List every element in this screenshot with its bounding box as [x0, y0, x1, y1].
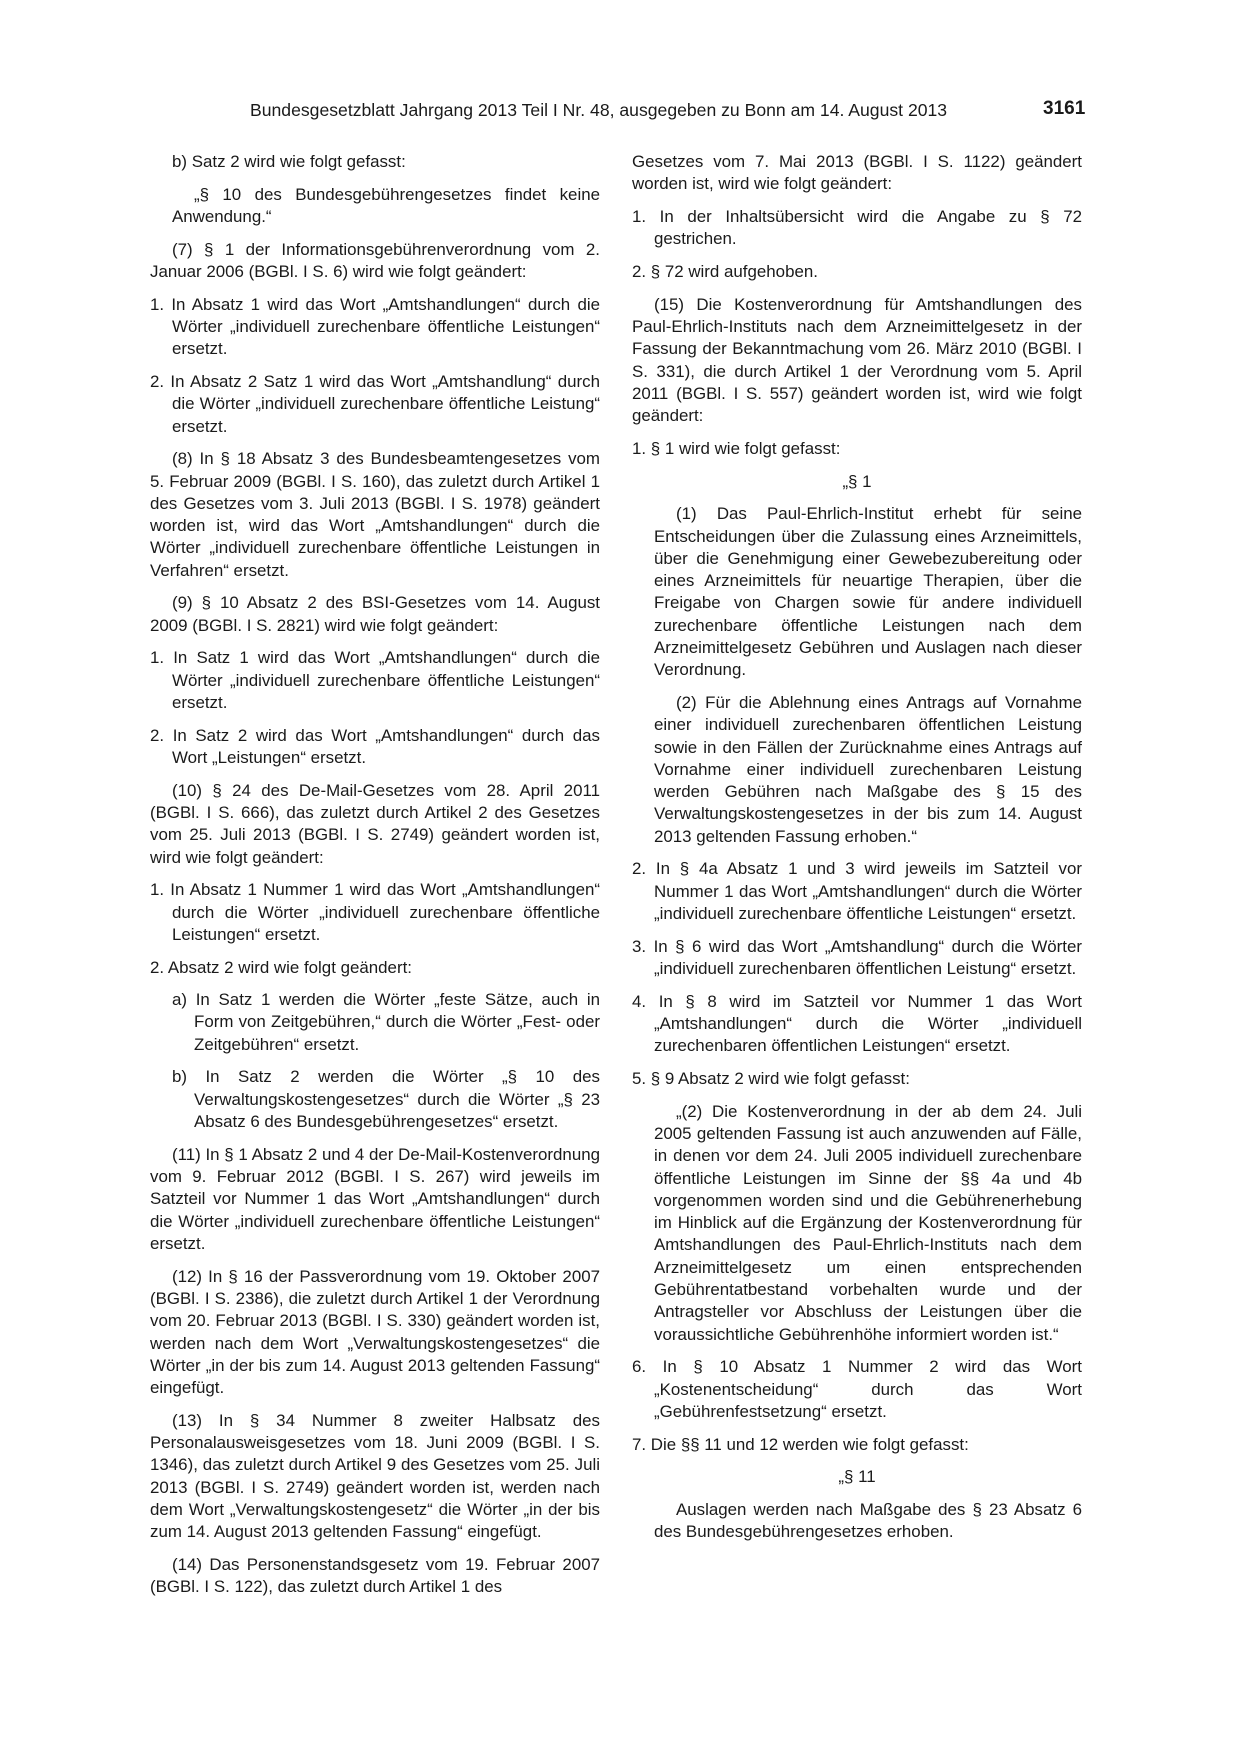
paragraph: (8) In § 18 Absatz 3 des Bundesbeamtengesetzes vom 5. Februar 2009 (BGBl. I S. 160), das zuletzt durch Artikel 1 des Gesetzes vom 3. Juli 2013 (BGBl. I S. 1978) geändert worden ist, wird das Wort „Amtshandlungen“ durch die Wörter „individuell zurechenbare öffentliche Leistungen in Verfahren“ ersetzt. [150, 449, 600, 580]
paragraph: 2. In § 4a Absatz 1 und 3 wird jeweils im Satzteil vor Nummer 1 das Wort „Amtshandlungen“ durch die Wörter „individuell zurechenbare öffentliche Leistungen“ ersetzt. [632, 859, 1082, 924]
paragraph: Auslagen werden nach Maßgabe des § 23 Absatz 6 des Bundesgebührengesetzes erhoben. [654, 1499, 1082, 1542]
running-title: Bundesgesetzblatt Jahrgang 2013 Teil I Nr. 48, ausgegeben zu Bonn am 14. August 2013 [250, 100, 948, 120]
paragraph: (11) In § 1 Absatz 2 und 4 der De-Mail-Kostenverordnung vom 9. Februar 2012 (BGBl. I S. 267) wird jeweils im Satzteil vor Nummer 1 das Wort „Amtshandlungen“ durch die Wörter „individuell zurechenbare öffentliche Leistungen“ ersetzt. [150, 1144, 600, 1253]
paragraph: 1. In Absatz 1 wird das Wort „Amtshandlungen“ durch die Wörter „individuell zurechenbare öffentliche Leistungen“ ersetzt. [150, 294, 600, 359]
paragraph: (1) Das Paul-Ehrlich-Institut erhebt für seine Entscheidungen über die Zulassung eines Arzneimittels, über die Genehmigung einer Gewebezubereitung oder eines Arzneimittels für neuartige Therapien, über die Freigabe von Chargen sowie für andere individuell zurechenbare öffentliche Leistungen nach dem Arzneimittelgesetz Gebühren und Auslagen nach dieser Verordnung. [654, 504, 1082, 680]
paragraph: (9) § 10 Absatz 2 des BSI-Gesetzes vom 14. August 2009 (BGBl. I S. 2821) wird wie folgt geändert: [150, 593, 600, 635]
paragraph: (14) Das Personenstandsgesetz vom 19. Februar 2007 (BGBl. I S. 122), das zuletzt durch Artikel 1 des [150, 1554, 600, 1597]
paragraph: (2) Für die Ablehnung eines Antrags auf Vornahme einer individuell zurechenbaren öffentlichen Leistung sowie in den Fällen der Zurücknahme eines Antrags auf Vornahme einer individuell zurechenbaren Leistung werden Gebühren nach Maßgabe des § 15 des Verwaltungskostengesetzes in der bis zum 14. August 2013 geltenden Fassung erhoben.“ [654, 692, 1082, 846]
paragraph: 2. In Absatz 2 Satz 1 wird das Wort „Amtshandlung“ durch die Wörter „individuell zurechenbare öffentliche Leistung“ ersetzt. [150, 371, 600, 436]
paragraph: b) Satz 2 wird wie folgt gefasst: [172, 152, 406, 171]
paragraph: b) In Satz 2 werden die Wörter „§ 10 des Verwaltungskostengesetzes“ durch die Wörter „§ 23 Absatz 6 des Bundesgebührengesetzes“ ersetzt. [172, 1067, 600, 1132]
paragraph: a) In Satz 1 werden die Wörter „feste Sätze, auch in Form von Zeitgebühren,“ durch die Wörter „Fest- oder Zeitgebühren“ ersetzt. [172, 990, 600, 1054]
section-heading: „§ 1 [842, 471, 872, 491]
paragraph: „(2) Die Kostenverordnung in der ab dem 24. Juli 2005 geltenden Fassung ist auch anzuwenden auf Fälle, in denen vor dem 24. Juli 2005 individuell zurechenbare öffentliche Leistungen im Sinne der §§ 4a und 4b vorgenommen worden sind und die Gebührenerhebung im Hinblick auf die Ergänzung der Kostenverordnung für Amtshandlungen des Paul-Ehrlich-Instituts nach dem Arzneimittelgesetz um einen entsprechenden Gebührentatbestand vorbehalten wurde und der Antragsteller vor Abschluss der Leistungen über die voraussichtliche Gebührenhöhe informiert worden ist.“ [654, 1101, 1082, 1344]
left-column [150, 151, 600, 1609]
paragraph: (7) § 1 der Informationsgebührenverordnung vom 2. Januar 2006 (BGBl. I S. 6) wird wie folgt geändert: [150, 239, 600, 281]
paragraph: 1. In Satz 1 wird das Wort „Amtshandlungen“ durch die Wörter „individuell zurechenbare öffentliche Leistungen“ ersetzt. [150, 648, 600, 712]
paragraph: (10) § 24 des De-Mail-Gesetzes vom 28. April 2011 (BGBl. I S. 666), das zuletzt durch Artikel 2 des Gesetzes vom 25. Juli 2013 (BGBl. I S. 2749) geändert worden ist, wird wie folgt geändert: [150, 780, 600, 867]
paragraph: Gesetzes vom 7. Mai 2013 (BGBl. I S. 1122) geändert worden ist, wird wie folgt geändert: [632, 152, 1082, 194]
paragraph: 2. In Satz 2 wird das Wort „Amtshandlungen“ durch das Wort „Leistungen“ ersetzt. [150, 725, 600, 767]
paragraph: 3. In § 6 wird das Wort „Amtshandlung“ durch die Wörter „individuell zurechenbaren öffentlichen Leistung“ ersetzt. [632, 936, 1082, 979]
paragraph: (13) In § 34 Nummer 8 zweiter Halbsatz des Personalausweisgesetzes vom 18. Juni 2009 (BGBl. I S. 1346), das zuletzt durch Artikel 9 des Gesetzes vom 25. Juli 2013 (BGBl. I S. 2749) geändert worden ist, werden nach dem Wort „Verwaltungskostengesetz“ die Wörter „in der bis zum 14. August 2013 geltenden Fassung“ eingefügt. [150, 1410, 600, 1542]
page-header [0, 100, 1241, 130]
paragraph: 5. § 9 Absatz 2 wird wie folgt gefasst: [632, 1068, 910, 1088]
paragraph: 6. In § 10 Absatz 1 Nummer 2 wird das Wort „Kostenentscheidung“ durch das Wort „Gebührenfestsetzung“ ersetzt. [632, 1357, 1082, 1421]
paragraph: 2. Absatz 2 wird wie folgt geändert: [150, 957, 412, 977]
paragraph: 1. In der Inhaltsübersicht wird die Angabe zu § 72 gestrichen. [632, 206, 1082, 249]
right-column [632, 151, 1082, 1554]
paragraph: 1. In Absatz 1 Nummer 1 wird das Wort „Amtshandlungen“ durch die Wörter „individuell zurechenbare öffentliche Leistungen“ ersetzt. [150, 880, 600, 944]
paragraph: „§ 10 des Bundesgebührengesetzes findet keine Anwendung.“ [172, 184, 600, 226]
paragraph: 2. § 72 wird aufgehoben. [632, 261, 818, 281]
page-number: 3161 [1043, 98, 1086, 119]
paragraph: 7. Die §§ 11 und 12 werden wie folgt gefasst: [632, 1434, 969, 1454]
paragraph: (12) In § 16 der Passverordnung vom 19. Oktober 2007 (BGBl. I S. 2386), die zuletzt durch Artikel 1 der Verordnung vom 20. Februar 2013 (BGBl. I S. 330) geändert worden ist, werden nach dem Wort „Verwaltungskostengesetzes“ die Wörter „in der bis zum 14. August 2013 geltenden Fassung“ eingefügt. [150, 1266, 600, 1398]
section-heading: „§ 11 [838, 1467, 876, 1487]
paragraph: (15) Die Kostenverordnung für Amtshandlungen des Paul-Ehrlich-Instituts nach dem Arzneimittelgesetz in der Fassung der Bekanntmachung vom 26. März 2010 (BGBl. I S. 331), die durch Artikel 1 der Verordnung vom 5. April 2011 (BGBl. I S. 557) geändert worden ist, wird wie folgt geändert: [632, 294, 1082, 426]
paragraph: 4. In § 8 wird im Satzteil vor Nummer 1 das Wort „Amtshandlungen“ durch die Wörter „individuell zurechenbaren öffentlichen Leistungen“ ersetzt. [632, 991, 1082, 1056]
paragraph: 1. § 1 wird wie folgt gefasst: [632, 438, 841, 458]
